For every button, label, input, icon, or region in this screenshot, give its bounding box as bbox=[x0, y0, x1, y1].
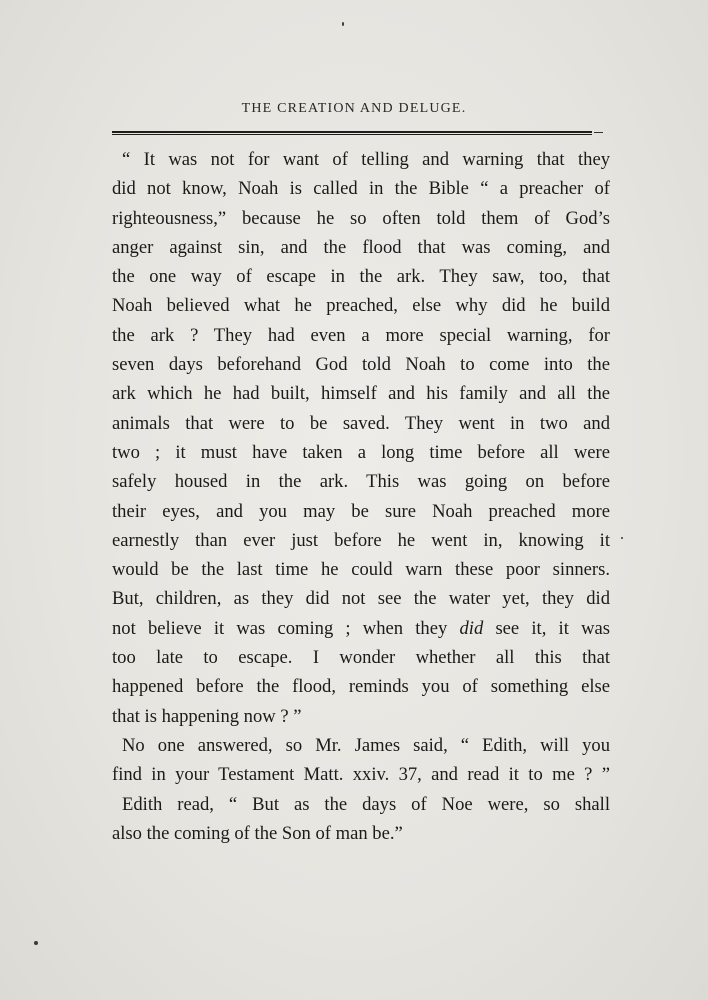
text-line: seven days beforehand God told Noah to come into the bbox=[112, 354, 610, 376]
ink-speck bbox=[342, 22, 344, 26]
text-line: did not know, Noah is called in the Bible “ a preacher of bbox=[112, 178, 610, 200]
text-line: righteousness,” because he so often told them of God’s bbox=[112, 207, 610, 229]
text-line: the ark ? They had even a more special warning, for bbox=[112, 324, 610, 346]
text-line: “ It was not for want of telling and warning that they bbox=[122, 149, 610, 170]
text-line: earnestly than ever just before he went in, knowing it bbox=[112, 529, 610, 551]
text-line: Noah believed what he preached, else why did he build bbox=[112, 295, 610, 317]
text-line: safely housed in the ark. This was going on before bbox=[112, 471, 610, 493]
body-text bbox=[112, 145, 610, 848]
italic-word: did bbox=[459, 617, 484, 639]
text-line: happened before the flood, reminds you of something else bbox=[112, 676, 610, 698]
text-line: ark which he had built, himself and his family and all the bbox=[112, 383, 610, 405]
text-line: find in your Testament Matt. xxiv. 37, and read it to me ? ” bbox=[112, 764, 610, 786]
text-line: anger against sin, and the flood that was coming, and bbox=[112, 236, 610, 258]
header-rule-tick bbox=[594, 132, 603, 133]
text-line: would be the last time he could warn these poor sinners. bbox=[112, 559, 610, 581]
text-line: their eyes, and you may be sure Noah preached more bbox=[112, 500, 610, 522]
text-line: the one way of escape in the ark. They saw, too, that bbox=[112, 266, 610, 288]
ink-speck bbox=[34, 941, 38, 945]
text-line-with-italic bbox=[112, 614, 610, 643]
text-line: also the coming of the Son of man be.” bbox=[112, 822, 403, 844]
text-line: No one answered, so Mr. James said, “ Edith, will you bbox=[122, 734, 610, 756]
text-segment: not believe it was coming ; when they bbox=[112, 617, 460, 639]
text-line: two ; it must have taken a long time before all were bbox=[112, 441, 610, 463]
text-line: But, children, as they did not see the water yet, they did bbox=[112, 588, 610, 610]
text-line: that is happening now ? ” bbox=[112, 705, 302, 727]
text-line: animals that were to be saved. They went in two and bbox=[112, 412, 610, 434]
text-line: too late to escape. I wonder whether all this that bbox=[112, 647, 610, 669]
ink-speck bbox=[621, 537, 623, 539]
header-rule bbox=[112, 131, 592, 135]
text-segment: see it, it was bbox=[483, 617, 610, 639]
running-head: THE CREATION AND DELUGE. bbox=[241, 101, 467, 116]
text-line: Edith read, “ But as the days of Noe were, so shall bbox=[122, 793, 610, 815]
